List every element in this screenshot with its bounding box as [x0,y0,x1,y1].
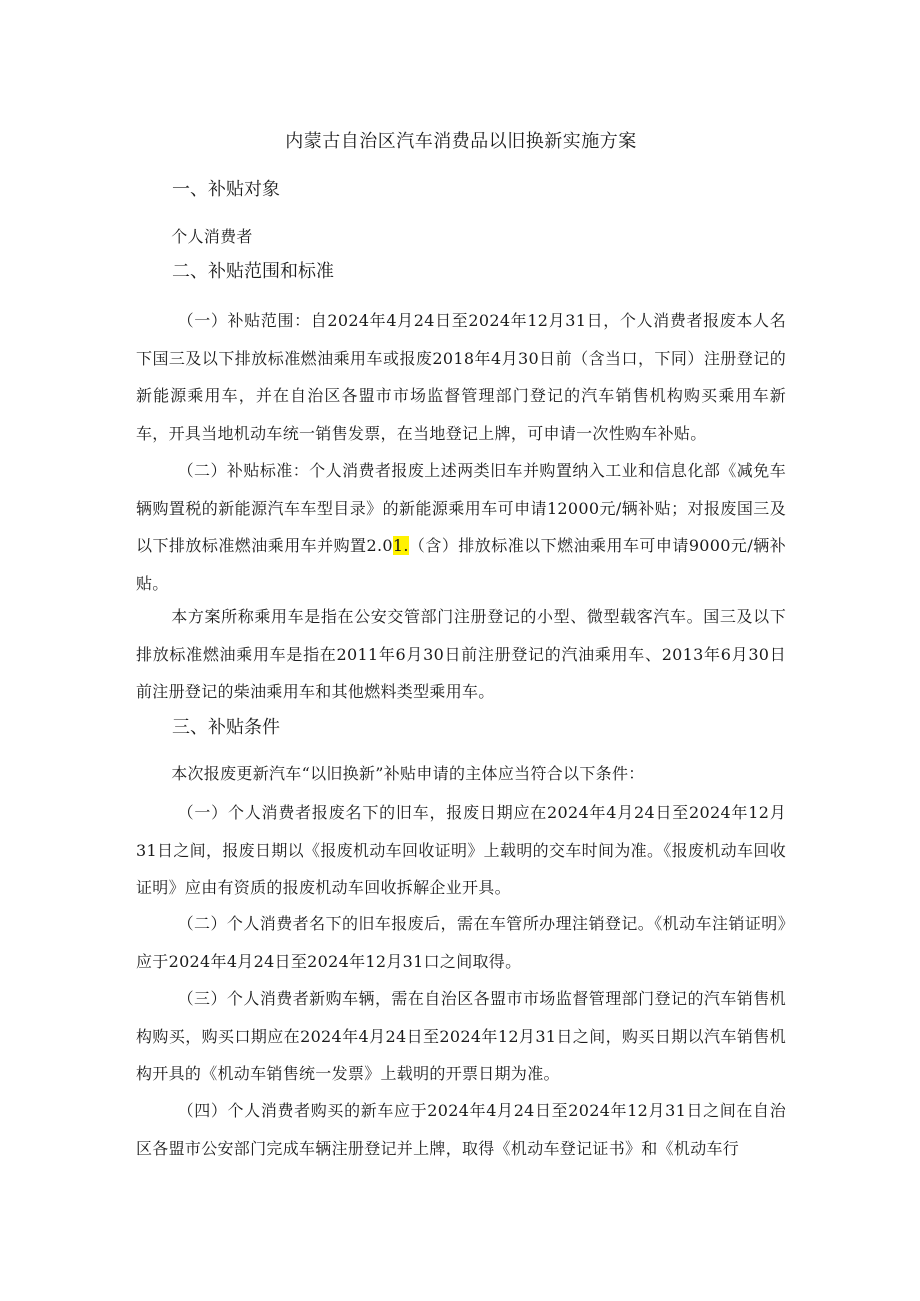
paragraph-condition-4: （四）个人消费者购买的新车应于2024年4月24日至2024年12月31日之间在自治区各盟市公安部门完成车辆注册登记并上牌，取得《机动车登记证书》和《机动车行 [136,1101,786,1158]
section-heading-subsidy-target: 一、补贴对象 [172,179,280,200]
paragraph-conditions-intro: 本次报废更新汽车“以旧换新”补贴申请的主体应当符合以下条件： [171,764,645,783]
section-heading-conditions: 三、补贴条件 [172,717,280,738]
paragraph-condition-3: （三）个人消费者新购车辆，需在自治区各盟市市场监督管理部门登记的汽车销售机构购买，购买口期应在2024年4月24日至2024年12月31日之间，购买日期以汽车销售机构开具的《机动车销售统一发票》上载明的开票日期为准。 [136,989,786,1083]
highlighted-text: 1. [392,536,409,555]
paragraph-condition-2: （二）个人消费者名下的旧车报废后，需在车管所办理注销登记。《机动车注销证明》应于2024年4月24日至2024年12月31口之间取得。 [136,914,786,971]
section-heading-scope-standard: 二、补贴范围和标准 [172,261,334,282]
paragraph-subsidy-scope: （一）补贴范围：自2024年4月24日至2024年12月31日，个人消费者报废本人名下国三及以下排放标准燃油乘用车或报废2018年4月30日前（含当口，下同）注册登记的新能源乘用车，并在自治区各盟市市场监督管理部门登记的汽车销售机构购买乘用车新车，开具当地机动车统一销售发票，在当地登记上牌，可申请一次性购车补贴。 [136,311,786,443]
paragraph-condition-1: （一）个人消费者报废名下的旧车，报废日期应在2024年4月24日至2024年12月31日之间，报废日期以《报废机动车回收证明》上载明的交车时间为准。《报废机动车回收证明》应由有资质的报废机动车回收拆解企业开具。 [136,803,786,897]
document-title: 内蒙古自治区汽车消费品以旧换新实施方案 [285,131,637,152]
standard-text-before: （二）补贴标准：个人消费者报废上述两类旧车并购置纳入工业和信息化部《减免车辆购置税的新能源汽车车型目录》的新能源乘用车可申请12000元/辆补贴；对报废国三及以下排放标准燃油乘用车并购置2.0 [136,461,786,555]
standard-text-after: （含）排放标准以下燃油乘用车可申请9000元/辆补贴。 [136,536,786,593]
paragraph-definition: 本方案所称乘用车是指在公安交管部门注册登记的小型、微型载客汽车。国三及以下排放标准燃油乘用车是指在2011年6月30日前注册登记的汽油乘用车、2013年6月30日前注册登记的柴油乘用车和其他燃料类型乘用车。 [136,607,786,701]
paragraph-subsidy-target: 个人消费者 [171,227,253,246]
paragraph-subsidy-standard [136,452,786,602]
